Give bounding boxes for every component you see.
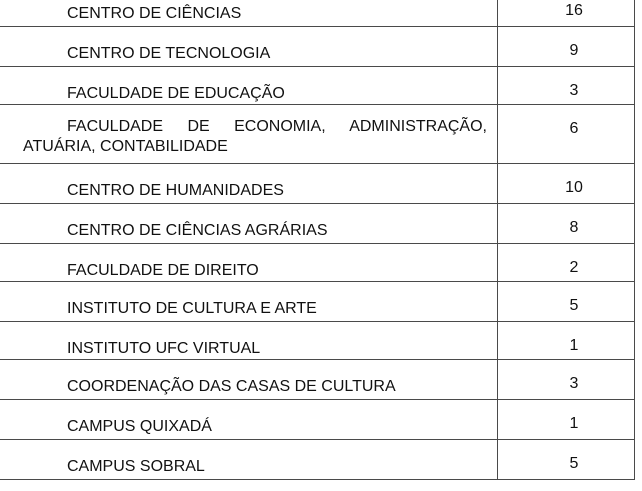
table-row: [0, 67, 635, 105]
unit-count: 2: [498, 244, 635, 282]
unit-name: COORDENAÇÃO DAS CASAS DE CULTURA: [0, 360, 498, 400]
unit-count: 9: [498, 27, 635, 67]
unit-count: 6: [498, 105, 635, 164]
table-row: [0, 400, 635, 440]
unit-name: INSTITUTO UFC VIRTUAL: [0, 322, 498, 360]
table-row: [0, 27, 635, 67]
table-row: [0, 105, 635, 164]
unit-name: CENTRO DE TECNOLOGIA: [0, 27, 498, 67]
unit-count: 3: [498, 360, 635, 400]
unit-name: FACULDADE DE DIREITO: [0, 244, 498, 282]
unit-count: 10: [498, 164, 635, 204]
unit-name: CAMPUS QUIXADÁ: [0, 400, 498, 440]
unit-name: CENTRO DE CIÊNCIAS AGRÁRIAS: [0, 204, 498, 244]
unit-count: 5: [498, 440, 635, 480]
unit-name: INSTITUTO DE CULTURA E ARTE: [0, 282, 498, 322]
table-row: [0, 204, 635, 244]
unit-name: CENTRO DE HUMANIDADES: [0, 164, 498, 204]
unit-name: CENTRO DE CIÊNCIAS: [0, 0, 498, 27]
table-row: [0, 360, 635, 400]
unit-name: FACULDADE DE EDUCAÇÃO: [0, 67, 498, 105]
table-row: [0, 440, 635, 480]
unit-count: 5: [498, 282, 635, 322]
unit-name-line-1: FACULDADE DE ECONOMIA, ADMINISTRAÇÃO,: [67, 118, 487, 135]
unit-name: [0, 105, 498, 164]
unit-count: 8: [498, 204, 635, 244]
unit-count: 1: [498, 400, 635, 440]
unit-name: CAMPUS SOBRAL: [0, 440, 498, 480]
unit-count: 3: [498, 67, 635, 105]
unit-count: 1: [498, 322, 635, 360]
table-row: [0, 244, 635, 282]
table-row: [0, 322, 635, 360]
table-row: [0, 282, 635, 322]
unit-count: 16: [498, 0, 635, 27]
table-row: [0, 0, 635, 27]
unit-name-line-2: ATUÁRIA, CONTABILIDADE: [23, 138, 228, 155]
table-row: [0, 164, 635, 204]
